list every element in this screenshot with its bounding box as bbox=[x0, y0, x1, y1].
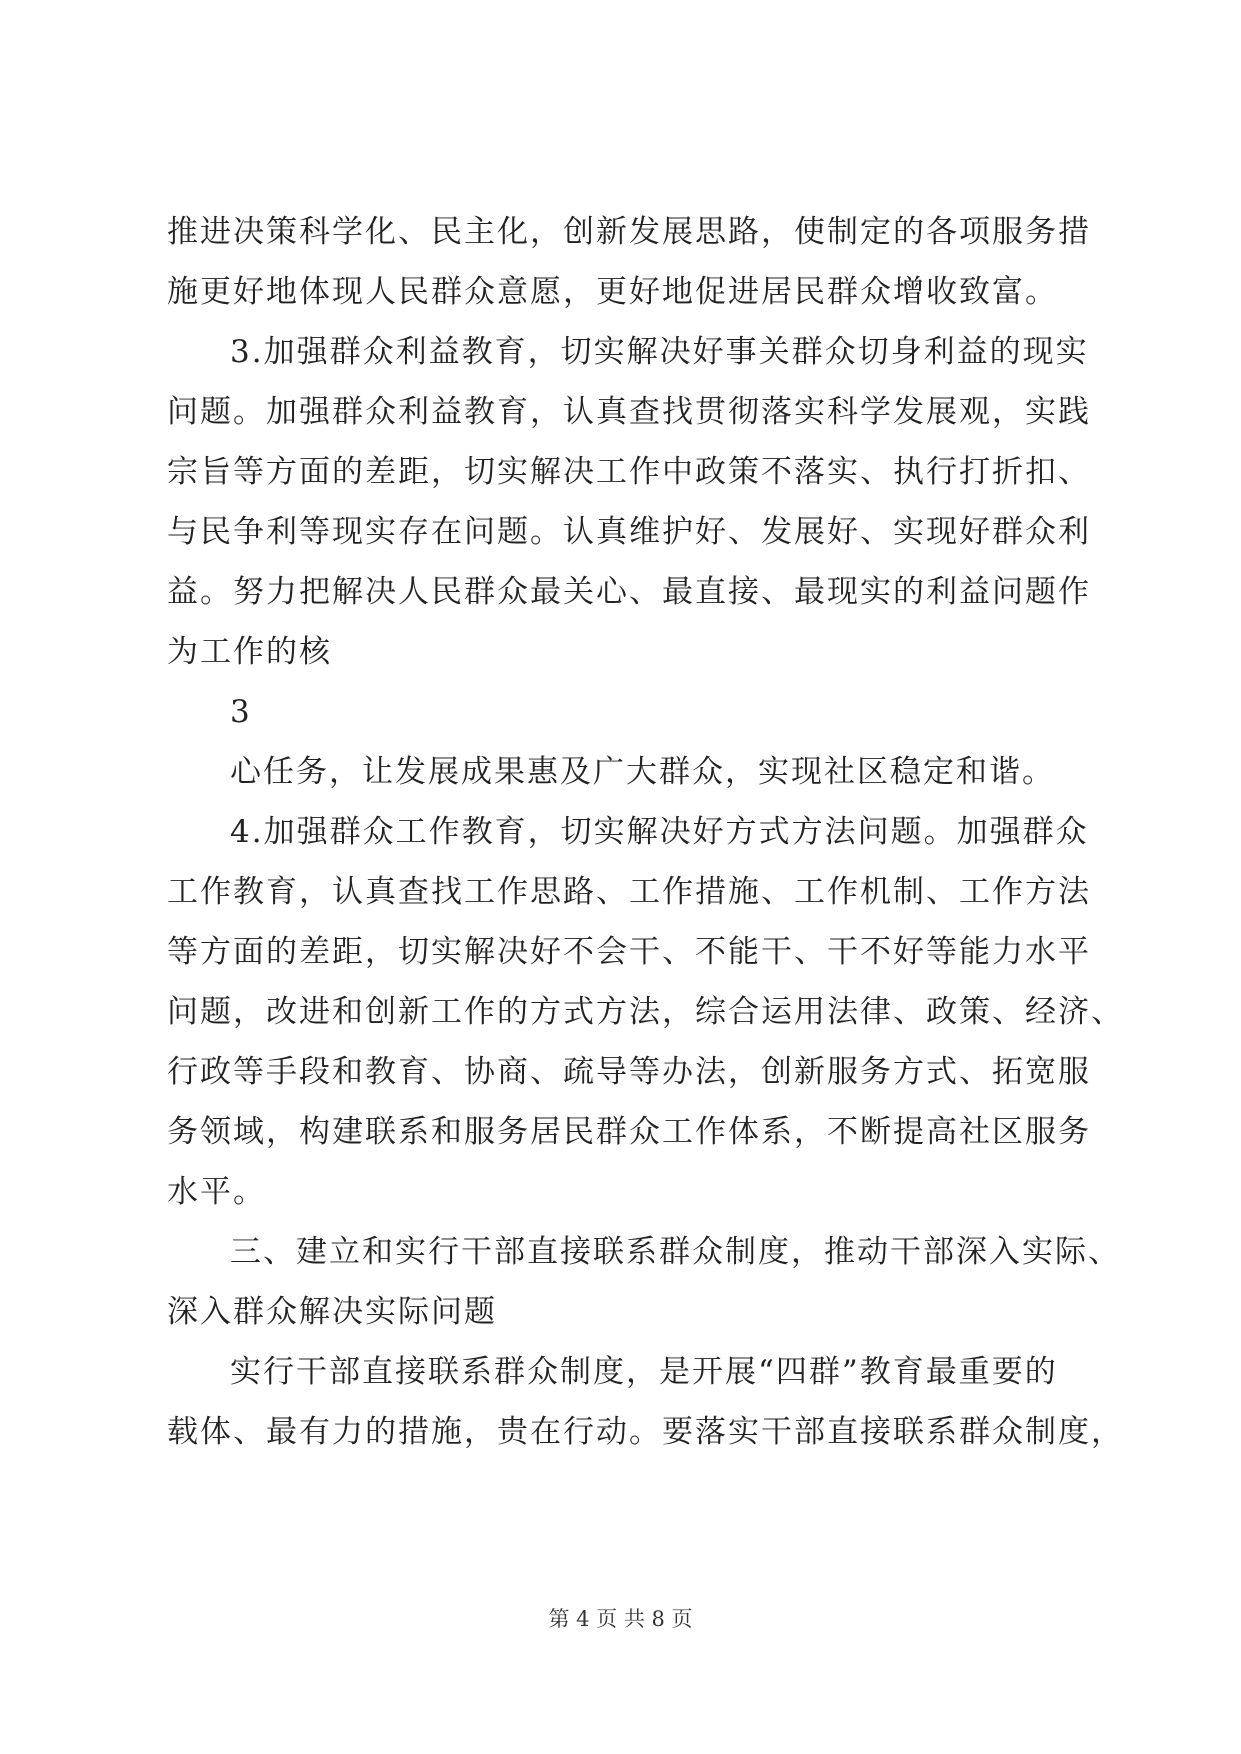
section-heading-line-1: 三、建立和实行干部直接联系群众制度，推动干部深入实际、 bbox=[230, 1234, 1121, 1270]
text-line-7: 益。努力把解决人民群众最关心、最直接、最现实的利益问题作 bbox=[167, 574, 1091, 610]
text-line-3: 3.加强群众利益教育，切实解决好事关群众切身利益的现实 bbox=[230, 334, 1089, 370]
text-line-11: 工作教育，认真查找工作思路、工作措施、工作机制、工作方法 bbox=[167, 874, 1091, 910]
text-line-4: 问题。加强群众利益教育，认真查找贯彻落实科学发展观，实践 bbox=[167, 394, 1091, 430]
text-line-13: 问题，改进和创新工作的方式方法，综合运用法律、政策、经济、 bbox=[167, 994, 1124, 1030]
text-line-15: 务领域，构建联系和服务居民群众工作体系，不断提高社区服务 bbox=[167, 1114, 1091, 1150]
text-line-17: 实行干部直接联系群众制度，是开展“四群”教育最重要的 bbox=[230, 1354, 1058, 1390]
text-line-1: 推进决策科学化、民主化，创新发展思路，使制定的各项服务措 bbox=[167, 214, 1091, 250]
text-line-6: 与民争利等现实存在问题。认真维护好、发展好、实现好群众利 bbox=[167, 514, 1091, 550]
text-line-14: 行政等手段和教育、协商、疏导等办法，创新服务方式、拓宽服 bbox=[167, 1054, 1091, 1090]
text-line-16: 水平。 bbox=[167, 1174, 266, 1210]
text-line-5: 宗旨等方面的差距，切实解决工作中政策不落实、执行打折扣、 bbox=[167, 454, 1091, 490]
inline-page-number: 3 bbox=[230, 694, 252, 730]
section-heading-line-2: 深入群众解决实际问题 bbox=[167, 1294, 497, 1330]
page-footer: 第 4 页 共 8 页 bbox=[548, 1607, 693, 1631]
text-line-10: 4.加强群众工作教育，切实解决好方式方法问题。加强群众 bbox=[230, 814, 1089, 850]
text-line-18: 载体、最有力的措施，贵在行动。要落实干部直接联系群众制度， bbox=[167, 1414, 1124, 1450]
text-line-8: 为工作的核 bbox=[167, 634, 332, 670]
text-line-2: 施更好地体现人民群众意愿，更好地促进居民群众增收致富。 bbox=[167, 274, 1058, 310]
text-line-12: 等方面的差距，切实解决好不会干、不能干、干不好等能力水平 bbox=[167, 934, 1091, 970]
text-line-9: 心任务，让发展成果惠及广大群众，实现社区稳定和谐。 bbox=[230, 754, 1055, 790]
